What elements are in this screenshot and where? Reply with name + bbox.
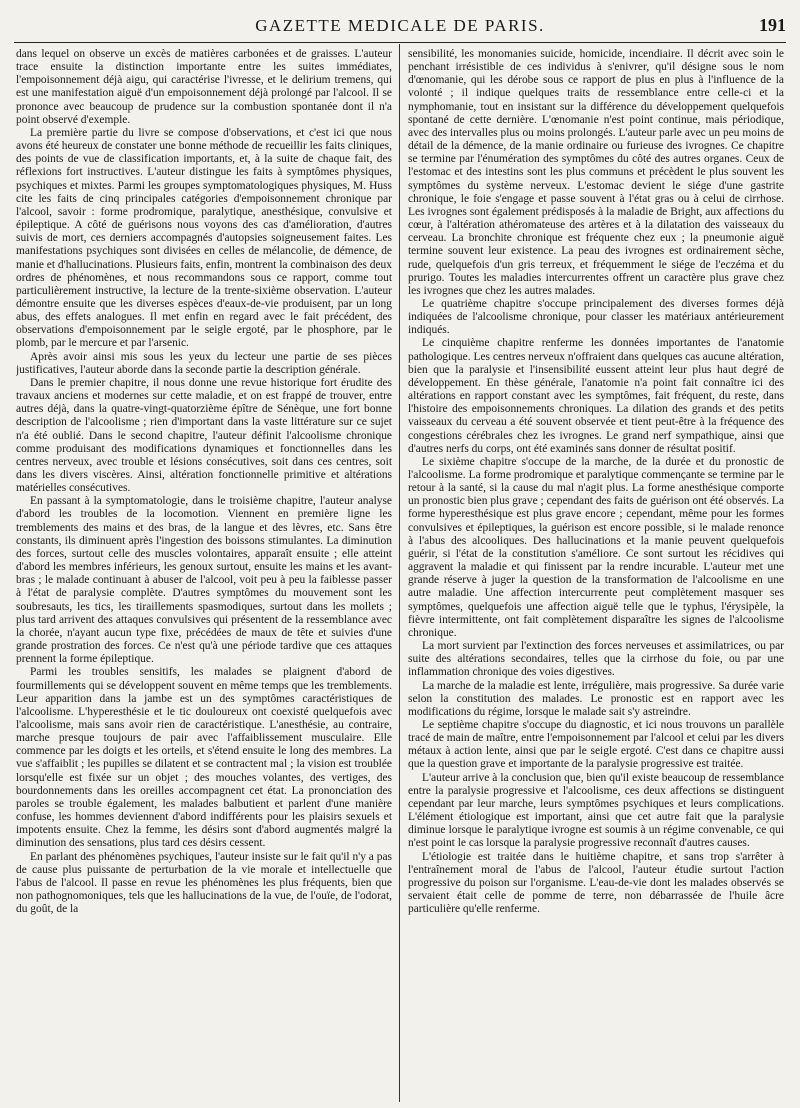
paragraph: La mort survient par l'extinction des forces nerveuses et assimilatrices, ou par suite des altérations secondaires, telles que la cirrhose du foie, ou par une inflammation chronique des voies digestives. xyxy=(408,640,784,679)
paragraph: Le quatrième chapitre s'occupe principalement des diverses formes déjà indiquées de l'alcoolisme chronique, pour classer les matériaux antérieurement indiqués. xyxy=(408,297,784,337)
paragraph: La marche de la maladie est lente, irrégulière, mais progressive. Sa durée varie selon la constitution des malades. Le pronostic est en rapport avec les modifications du régime, lorsque le malade sait s'y astreindre. xyxy=(408,679,784,718)
paragraph: En passant à la symptomatologie, dans le troisième chapitre, l'auteur analyse d'abord les troubles de la locomotion. Viennent en première ligne les tremblements des mains et des bras, de la langue et des lèvres, etc. Sans être constants, ils diminuent après l'ingestion des boissons stimulantes. La diminution des forces, surtout celle des muscles volontaires, apparaît ensuite ; elle atteint d'abord les membres inférieurs, les genoux surtout, ensuite les mains et les avant-bras ; le malade continuant à abuser de l'alcool, voit peu à peu la faiblesse passer à l'état de paralysie complète. D'autres symptômes du mouvement sont les soubresauts, les tics, les tiraillements spasmodiques, surtout dans les mollets ; plus tard arrivent des attaques convulsives qui présentent de la ressemblance avec la chorée, n'ayant aucun type fixe, précédées de maux de tête et suivies d'une grande prostration des forces. Ce n'est qu'à une période tardive que ces attaques prennent la forme épileptique. xyxy=(16,495,392,666)
header-rule xyxy=(14,42,786,43)
paragraph: Le cinquième chapitre renferme les données importantes de l'anatomie pathologique. Les centres nerveux n'offraient dans quelques cas aucune altération, bien que la paralysie et l'insensibilité eussent atteint leur plus haut degré de développement. En thèse générale, l'anatomie n'a point fait connaître ici des altérations en rapport constant avec les symptômes, fait fréquent, du reste, dans l'histoire des empoisonnements chroniques. La dilation des grands et des petits vaisseaux du cerveau a été souvent observée et tient peut-être à la fréquence des congestions cérébrales chez les ivrognes. Le grand nerf sympathique, ainsi que d'autres nerfs du corps, ont été examinés sans donner de résultat positif. xyxy=(408,337,784,455)
page-number: 191 xyxy=(759,15,786,35)
paragraph: Après avoir ainsi mis sous les yeux du lecteur une partie de ses pièces justificatives, l'auteur aborde dans la seconde partie la description générale. xyxy=(16,350,392,376)
paragraph: La première partie du livre se compose d'observations, et c'est ici que nous avons été heureux de constater une bonne méthode de recueillir les faits cliniques, des points de vue de classification importants, et, à la suite de chaque fait, des réflexions fort instructives. L'auteur distingue les faits à symptômes physiques, psychiques et mixtes. Parmi les groupes symptomatologiques physiques, M. Huss cite les faits de cinq principales catégories d'empoisonnement chronique par l'alcool, savoir : forme prodromique, paralytique, anesthésique, convulsive et épileptique. A côté de guérisons nous voyons des cas d'amélioration, d'autres suivis de mort, ces derniers accompagnés d'autopsies soigneusement faites. Les manifestations psychiques sont divisées en celles de mélancolie, de démence, de manie et d'hallucinations. Plusieurs faits, enfin, montrent la combinaison des deux ordres de phénomènes, et nous recommandons sous ce rapport, comme tout particulièrement instructive, la lecture de la trente-sixième observation. L'auteur démontre ensuite que les diverses espèces d'eaux-de-vie produisent, par un long abus, des effets analogues. Il met enfin en regard avec le fait précédent, des observations d'empoisonnement par le seigle ergoté, par le phosphore, par le plomb, par le mercure et par l'arsenic. xyxy=(16,126,392,350)
journal-title: GAZETTE MEDICALE DE PARIS. xyxy=(255,16,545,35)
right-column xyxy=(408,48,784,1100)
paragraph: L'auteur arrive à la conclusion que, bien qu'il existe beaucoup de ressemblance entre la paralysie progressive et l'alcoolisme, ces deux affections se distinguent cependant par leur marche, leurs symptômes psychiques et leurs complications. L'élément étiologique est important, ainsi que cet autre fait que la paralysie diminue lorsque le paralytique ivrogne est soumis à un régime convenable, ce qui n'est point le cas lorsque la paralysie progressive reconnaît d'autres causes. xyxy=(408,771,784,850)
page-header xyxy=(14,12,786,42)
paragraph: Dans le premier chapitre, il nous donne une revue historique fort érudite des travaux anciens et modernes sur cette maladie, et on est frappé de trouver, entre autres déjà, dans la quatre-vingt-quatorzième épître de Sénèque, une fort bonne description de l'alcoolisme ; rien d'important dans la vaste littérature sur ce sujet n'a été oublié. Dans le second chapitre, l'auteur définit l'alcoolisme chronique comme produisant des modifications dynamiques et fonctionnelles dans les centres nerveux, avec trouble et lésions consécutives, soit dans ces centres, soit dans les divers viscères. Ainsi, altération fonctionnelle primitive et altérations matérielles consécutives. xyxy=(16,376,392,495)
left-column xyxy=(16,48,392,1100)
paragraph: L'étiologie est traitée dans le huitième chapitre, et sans trop s'arrêter à l'entraînement moral de l'abus de l'alcool, l'auteur étudie surtout l'action progressive du poison sur l'organisme. L'eau-de-vie dont les malades observés se servaient était celle de pomme de terre, non débarrassée de l'huile âcre particulière qu'elle renferme. xyxy=(408,850,784,916)
paragraph: Le septième chapitre s'occupe du diagnostic, et ici nous trouvons un parallèle tracé de main de maître, entre l'empoisonnement par l'alcool et celui par les divers métaux à action lente, ainsi que par le seigle ergoté. C'est dans ce chapitre aussi que la question grave et importante de la paralysie progressive est traitée. xyxy=(408,718,784,771)
paragraph: dans lequel on observe un excès de matières carbonées et de graisses. L'auteur trace ensuite la distinction importante entre les suites immédiates, l'empoisonnement déjà aigu, qui caractérise l'ivresse, et le delirium tremens, qui est une manifestation aiguë d'un empoisonnement déjà prolongé par l'alcool. Il se prononce avec beaucoup de prudence sur la combustion spontanée dont il n'a point observé d'exemple. xyxy=(16,48,392,126)
paragraph: Parmi les troubles sensitifs, les malades se plaignent d'abord de fourmillements qui se développent souvent en même temps que les tremblements. Leur apparition dans la jambe est un des symptômes caractéristiques de l'alcoolisme. L'hyperesthésie et le tic douloureux ont coexisté quelquefois avec l'alcoolisme, mais sans avoir rien de caractéristique. L'anesthésie, au contraire, marche presque toujours de pair avec l'affaiblissement musculaire. Elle commence par les doigts et les orteils, et s'étend ensuite le long des membres. La vue s'affaiblit ; les pupilles se dilatent et se contractent mal ; la vision est troublée lorsqu'elle est fixée sur un objet ; des mouches volantes, des vertiges, des bourdonnements dans les oreilles accompagnent cet état. La prononciation des paroles se trouble également, les malades balbutient et parlent d'une manière confuse, les hommes deviennent d'abord indifférents pour les plaisirs sexuels et impotents ensuite. Chez la femme, les désirs sont d'abord augmentés malgré la diminution des sensations, plus tard ces désirs cessent. xyxy=(16,666,392,850)
paragraph: Le sixième chapitre s'occupe de la marche, de la durée et du pronostic de l'alcoolisme. La forme prodromique et paralytique commençante se termine par le retour à la santé, si la cause du mal n'agit plus. La forme anesthésique comporte un pronostic bien plus grave ; cependant des faits de guérison ont été observés. La forme hyperesthésique est plus grave encore ; cependant, même pour les formes convulsives et épileptiques, la guérison est encore possible, si le malade renonce à l'abus des alcooliques. Des hallucinations et la manie peuvent quelquefois guérir, si l'état de la constitution s'améliore. Ce sont surtout les récidives qui aggravent la maladie et qui finissent par la rendre incurable. L'auteur met une grande réserve à juger la question de la transformation de l'alcoolisme en une autre maladie. Une affection intercurrente peut complètement masquer ses symptômes, quelquefois une affection aiguë telle que le typhus, l'érysipèle, la fièvre intermittente, ont fait complètement disparaître les signes de l'alcoolisme chronique. xyxy=(408,455,784,639)
paragraph: En parlant des phénomènes psychiques, l'auteur insiste sur le fait qu'il n'y a pas de cause plus puissante de perturbation de la vie morale et intellectuelle que l'abus de l'alcool. Il passe en revue les phénomènes les plus fréquents, bien que non pathognomoniques, tels que les hallucinations de la vue, de l'ouïe, de l'odorat, du goût, de la xyxy=(16,850,392,916)
column-divider xyxy=(399,44,400,1102)
paragraph: sensibilité, les monomanies suicide, homicide, incendiaire. Il décrit avec soin le penchant irrésistible de ces individus à s'enivrer, qu'il désigne sous le nom d'œnomanie, qui les dérobe sous ce rapport de plus en plus à l'influence de la volonté ; il indique quelques traits de ressemblance entre celle-ci et la nymphomanie, tout en insistant sur la différence du développement quelquefois spontané de cette dernière. L'œnomanie n'est point continue, mais périodique, avec des intervalles plus ou moins prolongés. L'auteur parle avec un peu moins de détail de la démence, de la manie ordinaire ou furieuse des ivrognes. Ce chapitre se termine par l'énumération des symptômes du côté des autres organes. Ceux de l'estomac et des intestins sont les plus communs et précèdent le plus souvent les symptômes du système nerveux. L'estomac devient le siége d'une gastrite chronique, le foie s'engage et passe souvent à l'état gras ou à celui de cirrhose. Les ivrognes sont également prédisposés à la maladie de Bright, aux affections du cœur, à l'altération athéromateuse des artères et à la dilatation des vaisseaux du cerveau. La bronchite chronique est fréquente chez eux ; la pneumonie aiguë termine souvent leur existence. La peau des ivrognes est ordinairement sèche, rude, quelquefois d'un gris terreux, et fréquemment le siége de l'eczéma et du prurigo. Toutes les maladies intercurrentes offrent un caractère plus grave chez les ivrognes que chez les autres malades. xyxy=(408,48,784,297)
